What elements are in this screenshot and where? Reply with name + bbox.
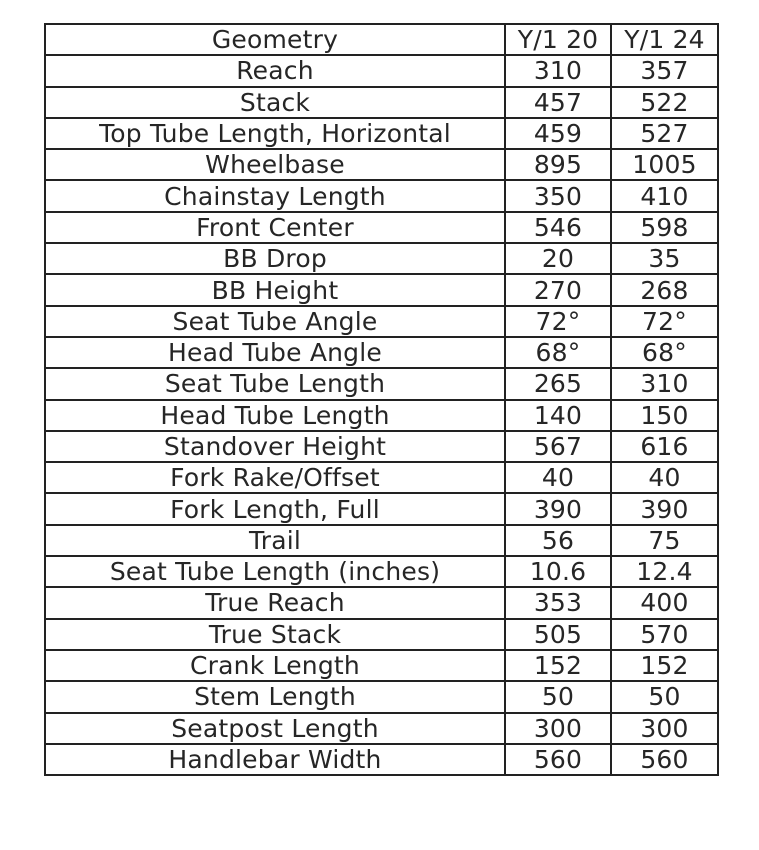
value-size-24: 522	[611, 87, 718, 118]
row-label: Crank Length	[45, 650, 505, 681]
table-row	[45, 180, 718, 211]
value-size-24: 12.4	[611, 556, 718, 587]
table-row	[45, 306, 718, 337]
table-row	[45, 587, 718, 618]
value-size-24: 357	[611, 55, 718, 86]
value-size-20: 546	[505, 212, 611, 243]
row-label: Fork Length, Full	[45, 493, 505, 524]
table-row	[45, 619, 718, 650]
row-label: Chainstay Length	[45, 180, 505, 211]
value-size-20: 72°	[505, 306, 611, 337]
table-row	[45, 337, 718, 368]
value-size-24: 527	[611, 118, 718, 149]
row-label: Seat Tube Length (inches)	[45, 556, 505, 587]
value-size-24: 75	[611, 525, 718, 556]
value-size-24: 300	[611, 713, 718, 744]
row-label: Handlebar Width	[45, 744, 505, 775]
row-label: Seat Tube Length	[45, 368, 505, 399]
row-label: Trail	[45, 525, 505, 556]
table-row	[45, 243, 718, 274]
value-size-24: 310	[611, 368, 718, 399]
value-size-20: 457	[505, 87, 611, 118]
value-size-24: 35	[611, 243, 718, 274]
header-size-20: Y/1 20	[505, 24, 611, 55]
geometry-table-container	[44, 23, 717, 776]
value-size-20: 10.6	[505, 556, 611, 587]
table-row	[45, 149, 718, 180]
value-size-24: 560	[611, 744, 718, 775]
row-label: BB Drop	[45, 243, 505, 274]
value-size-20: 270	[505, 274, 611, 305]
value-size-20: 20	[505, 243, 611, 274]
value-size-24: 410	[611, 180, 718, 211]
value-size-20: 350	[505, 180, 611, 211]
row-label: True Reach	[45, 587, 505, 618]
value-size-20: 50	[505, 681, 611, 712]
row-label: Front Center	[45, 212, 505, 243]
value-size-24: 150	[611, 400, 718, 431]
value-size-20: 265	[505, 368, 611, 399]
value-size-20: 40	[505, 462, 611, 493]
table-row	[45, 118, 718, 149]
value-size-20: 300	[505, 713, 611, 744]
header-size-24: Y/1 24	[611, 24, 718, 55]
value-size-24: 1005	[611, 149, 718, 180]
row-label: True Stack	[45, 619, 505, 650]
table-row	[45, 650, 718, 681]
value-size-24: 390	[611, 493, 718, 524]
table-row	[45, 431, 718, 462]
row-label: Reach	[45, 55, 505, 86]
header-geometry: Geometry	[45, 24, 505, 55]
value-size-24: 72°	[611, 306, 718, 337]
value-size-20: 353	[505, 587, 611, 618]
table-row	[45, 525, 718, 556]
value-size-20: 152	[505, 650, 611, 681]
header-row	[45, 24, 718, 55]
value-size-24: 598	[611, 212, 718, 243]
value-size-24: 616	[611, 431, 718, 462]
row-label: Wheelbase	[45, 149, 505, 180]
row-label: Stem Length	[45, 681, 505, 712]
row-label: Stack	[45, 87, 505, 118]
value-size-20: 560	[505, 744, 611, 775]
table-row	[45, 493, 718, 524]
table-row	[45, 556, 718, 587]
value-size-20: 459	[505, 118, 611, 149]
geometry-table	[44, 23, 719, 776]
value-size-20: 567	[505, 431, 611, 462]
value-size-20: 310	[505, 55, 611, 86]
row-label: BB Height	[45, 274, 505, 305]
row-label: Seat Tube Angle	[45, 306, 505, 337]
value-size-20: 68°	[505, 337, 611, 368]
value-size-24: 40	[611, 462, 718, 493]
value-size-24: 68°	[611, 337, 718, 368]
geometry-table-body	[45, 55, 718, 775]
row-label: Fork Rake/Offset	[45, 462, 505, 493]
value-size-24: 152	[611, 650, 718, 681]
table-row	[45, 55, 718, 86]
value-size-20: 390	[505, 493, 611, 524]
value-size-24: 50	[611, 681, 718, 712]
table-row	[45, 368, 718, 399]
row-label: Head Tube Length	[45, 400, 505, 431]
value-size-20: 895	[505, 149, 611, 180]
value-size-24: 268	[611, 274, 718, 305]
table-row	[45, 713, 718, 744]
row-label: Seatpost Length	[45, 713, 505, 744]
table-row	[45, 744, 718, 775]
table-row	[45, 681, 718, 712]
value-size-20: 56	[505, 525, 611, 556]
table-row	[45, 400, 718, 431]
value-size-20: 505	[505, 619, 611, 650]
value-size-24: 400	[611, 587, 718, 618]
row-label: Top Tube Length, Horizontal	[45, 118, 505, 149]
table-row	[45, 274, 718, 305]
row-label: Standover Height	[45, 431, 505, 462]
row-label: Head Tube Angle	[45, 337, 505, 368]
table-row	[45, 462, 718, 493]
value-size-24: 570	[611, 619, 718, 650]
value-size-20: 140	[505, 400, 611, 431]
table-row	[45, 212, 718, 243]
table-row	[45, 87, 718, 118]
